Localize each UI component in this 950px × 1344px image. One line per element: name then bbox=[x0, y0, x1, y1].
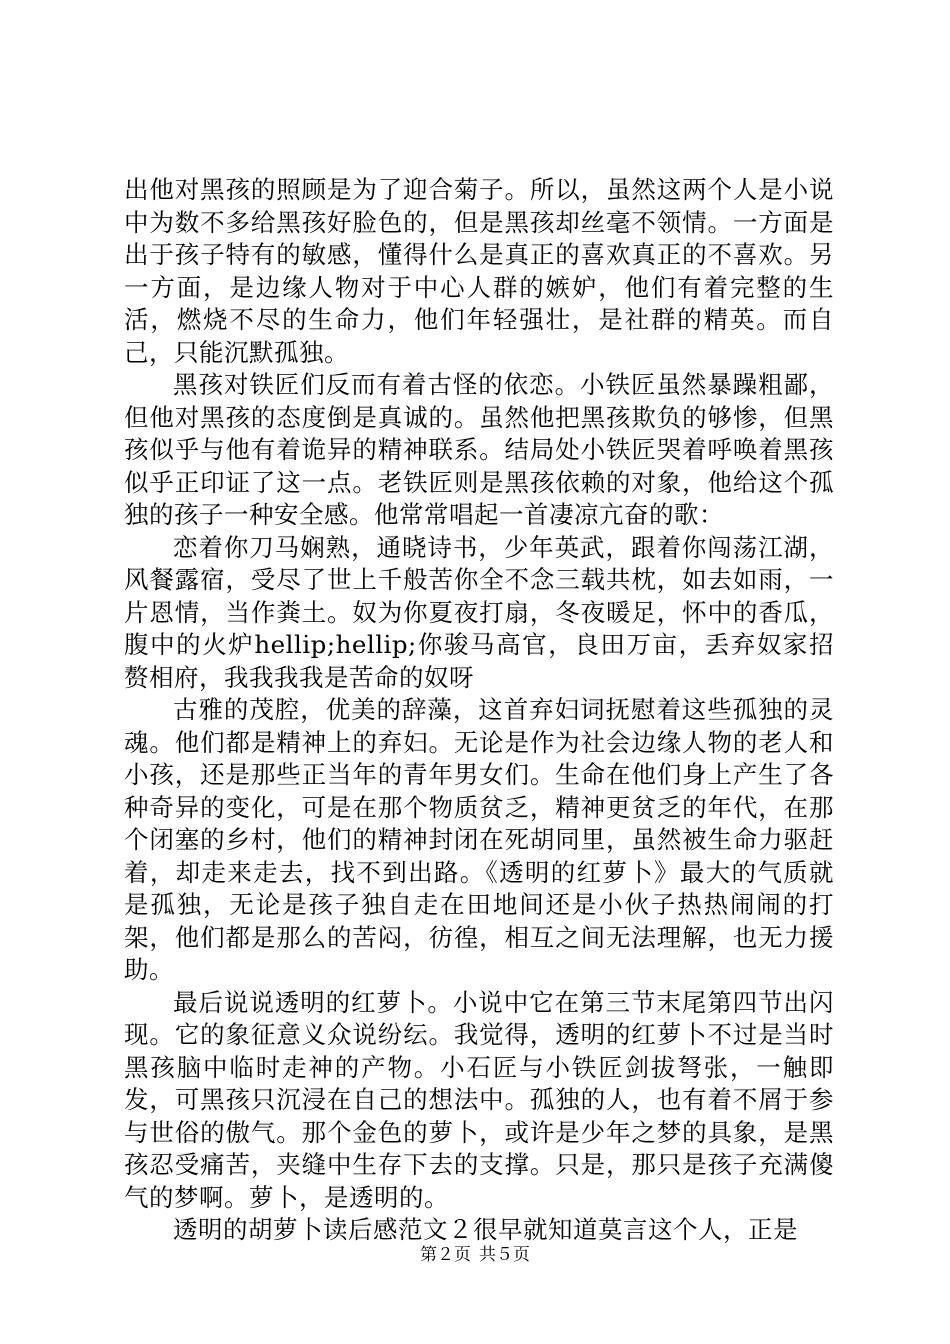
page-footer bbox=[0, 1244, 950, 1266]
paragraph-red-radish: 最后说说透明的红萝卜。小说中它在第三节末尾第四节出闪现。它的象征意义众说纷纭。我觉得，透明的红萝卜不过是当时黑孩脑中临时走神的产物。小石匠与小铁匠剑拔弩张，一触即发，可黑孩只沉浸在自己的想法中。孤独的人，也有着不屑于参与世俗的傲气。那个金色的萝卜，或许是少年之梦的具象，是黑孩忍受痛苦，夹缝中生存下去的支撑。只是，那只是孩子充满傻气的梦啊。萝卜，是透明的。 bbox=[124, 987, 834, 1212]
paragraph-song-lyrics: 恋着你刀马娴熟，通晓诗书，少年英武，跟着你闯荡江湖，风餐露宿，受尽了世上千般苦你全不念三载共枕，如去如雨，一片恩情，当作粪土。奴为你夏夜打扇，冬夜暖足，怀中的香瓜，腹中的火炉hellip;hellip;你骏马高官，良田万亩，丢弃奴家招赘相府，我我我我是苦命的奴呀 bbox=[124, 532, 834, 692]
paragraph-loneliness: 古雅的茂腔，优美的辞藻，这首弃妇词抚慰着这些孤独的灵魂。他们都是精神上的弃妇。无论是作为社会边缘人物的老人和小孩，还是那些正当年的青年男女们。生命在他们身上产生了各种奇异的变化，可是在那个物质贫乏，精神更贫乏的年代，在那个闭塞的乡村，他们的精神封闭在死胡同里，虽然被生命力驱赶着，却走来走去，找不到出路。《透明的红萝卜》最大的气质就是孤独，无论是孩子独自走在田地间还是小伙子热热闹闹的打架，他们都是那么的苦闷，彷徨，相互之间无法理解，也无力援助。 bbox=[124, 695, 834, 984]
paragraph-blacksmiths: 黑孩对铁匠们反而有着古怪的依恋。小铁匠虽然暴躁粗鄙，但他对黑孩的态度倒是真诚的。虽然他把黑孩欺负的够惨，但黑孩似乎与他有着诡异的精神联系。结局处小铁匠哭着呼唤着黑孩似乎正印证了这一点。老铁匠则是黑孩依赖的对象，他给这个孤独的孩子一种安全感。他常常唱起一首凄凉亢奋的歌： bbox=[124, 370, 834, 529]
page-total: 共５页 bbox=[479, 1245, 530, 1265]
paragraph-continuation: 出他对黑孩的照顾是为了迎合菊子。所以，虽然这两个人是小说中为数不多给黑孩好脸色的，但是黑孩却丝毫不领情。一方面是出于孩子特有的敏感，懂得什么是真正的喜欢真正的不喜欢。另一方面，是边缘人物对于中心人群的嫉妒，他们有着完整的生活，燃烧不尽的生命力，他们年轻强壮，是社群的精英。而自己，只能沉默孤独。 bbox=[124, 175, 834, 367]
document-body bbox=[124, 174, 834, 1247]
page-number: 第２页 bbox=[420, 1245, 471, 1265]
paragraph-essay-two-start: 透明的胡萝卜读后感范文２很早就知道莫言这个人，正是 bbox=[173, 1215, 798, 1244]
